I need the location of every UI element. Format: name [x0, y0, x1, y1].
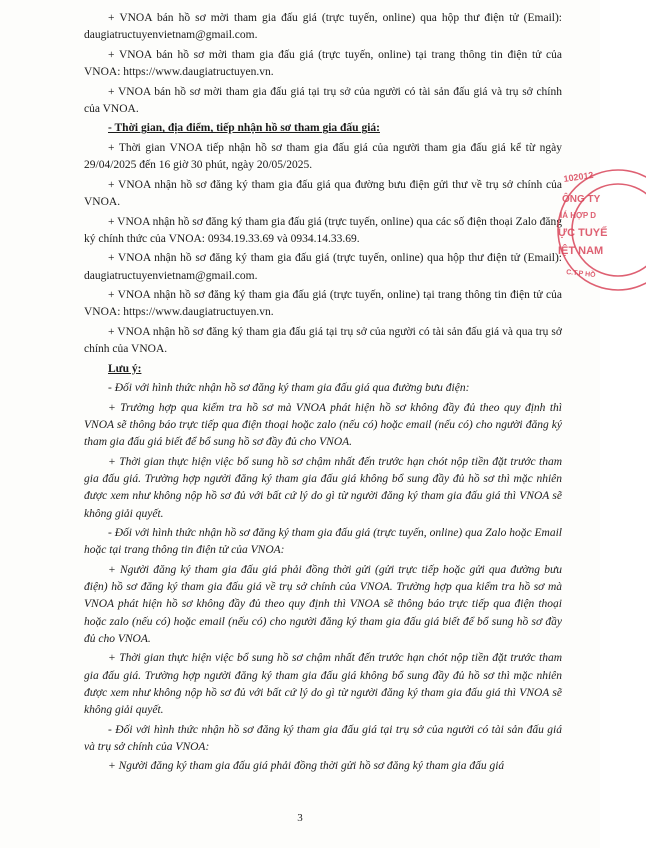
body-paragraph: + VNOA bán hồ sơ mời tham gia đấu giá (trực tuyến, online) qua hộp thư điện tử (Email): daugiatructuyenvietnam@gmail.com. [84, 12, 562, 42]
note-paragraph: + Người đăng ký tham gia đấu giá phải đồng thời gửi hồ sơ đăng ký tham gia đấu giá [108, 760, 505, 773]
stamp-line: ÔNG TY [562, 194, 601, 205]
stamp-line: IỆT NAM [558, 245, 604, 257]
note-paragraph: + Người đăng ký tham gia đấu giá phải đồng thời gửi (gửi trực tiếp hoặc gửi qua đường bưu điện) hồ sơ đăng ký tham gia đấu giá về trụ sở chính của VNOA. Trường hợp qua kiểm tra hồ sơ mà VNOA phát hiện hồ sơ không đầy đủ theo quy định thì VNOA sẽ thông báo trực tiếp qua điện thoại hoặc zalo (nếu có) hoặc email (nếu có) cho người đăng ký tham gia đấu giá biết để bổ sung hồ sơ đầy đủ cho VNOA. [84, 563, 562, 645]
stamp-line: ỰC TUYẾ [558, 227, 608, 239]
note-paragraph: - Đối với hình thức nhận hồ sơ đăng ký tham gia đấu giá tại trụ sở của người có tài sản đấu giá và trụ sở chính của VNOA: [84, 723, 562, 753]
body-paragraph: + VNOA nhận hồ sơ đăng ký tham gia đấu giá qua đường bưu điện gửi thư về trụ sở chính của VNOA. [84, 178, 562, 208]
body-paragraph: + VNOA nhận hồ sơ đăng ký tham gia đấu giá (trực tuyến, online) qua hộp thư điện tử (Email): daugiatructuyenvietnam@gmail.com. [84, 252, 562, 282]
note-paragraph: + Thời gian thực hiện việc bổ sung hồ sơ chậm nhất đến trước hạn chót nộp tiền đặt trước tham gia đấu giá. Trường hợp người đăng ký tham gia đấu giá không bổ sung đầy đủ hồ sơ thì mặc nhiên được xem như không nộp hồ sơ đủ với bất cứ lý do gì từ người đăng ký tham gia đấu giá thì VNOA sẽ không giải quyết. [84, 652, 562, 716]
stamp-line: C.T.P HỒ [565, 269, 596, 280]
body-paragraph: + VNOA bán hồ sơ mời tham gia đấu giá tại trụ sở của người có tài sản đấu giá và trụ sở chính của VNOA. [84, 85, 562, 115]
body-paragraph: + VNOA bán hồ sơ mời tham gia đấu giá (trực tuyến, online) tại trang thông tin điện tử của VNOA: https://www.daugiatructuyen.vn. [84, 48, 562, 78]
company-seal-stamp [556, 150, 646, 310]
note-label-paragraph [84, 361, 562, 378]
stamp-line: 102012 [562, 169, 595, 184]
body-paragraph: + VNOA nhận hồ sơ đăng ký tham gia đấu giá (trực tuyến, online) qua các số điện thoại Zalo đăng ký chính thức của VNOA: 0934.19.33.69 và 0934.14.33.69. [84, 215, 562, 245]
note-paragraph: + Thời gian thực hiện việc bổ sung hồ sơ chậm nhất đến trước hạn chót nộp tiền đặt trước tham gia đấu giá. Trường hợp người đăng ký tham gia đấu giá không bổ sung đầy đủ hồ sơ thì mặc nhiên được xem như không nộp hồ sơ đủ với bất cứ lý do gì từ người đăng ký tham gia đấu giá thì VNOA sẽ không giải quyết. [84, 455, 562, 520]
note-label: Lưu ý: [108, 362, 142, 375]
stamp-line: IÁ HỢP D [560, 211, 597, 220]
document-body [84, 10, 562, 778]
note-paragraph: - Đối với hình thức nhận hồ sơ đăng ký tham gia đấu giá (trực tuyến, online) qua Zalo hoặc Email hoặc tại trang thông tin điện tử của VNOA: [84, 527, 562, 557]
page-number: 3 [297, 812, 303, 824]
body-paragraph: + VNOA nhận hồ sơ đăng ký tham gia đấu giá (trực tuyến, online) tại trang thông tin điện tử của VNOA: https://www.daugiatructuyen.vn. [84, 289, 562, 319]
body-paragraph: + Thời gian VNOA tiếp nhận hồ sơ tham gia đấu giá của người tham gia đấu giá kể từ ngày 29/04/2025 đến 16 giờ 30 phút, ngày 20/05/2025. [84, 141, 562, 172]
section-heading: - Thời gian, địa điểm, tiếp nhận hồ sơ tham gia đấu giá: [108, 122, 380, 135]
note-paragraph: + Trường hợp qua kiểm tra hồ sơ mà VNOA phát hiện hồ sơ không đầy đủ theo quy định thì VNOA sẽ thông báo trực tiếp qua điện thoại hoặc zalo (nếu có) hoặc email (nếu có) cho người đăng ký tham gia đấu giá biết để bổ sung hồ sơ đầy đủ cho VNOA. [84, 401, 562, 449]
body-paragraph: + VNOA nhận hồ sơ đăng ký tham gia đấu giá tại trụ sở của người có tài sản đấu giá và qua trụ sở chính của VNOA. [84, 325, 562, 356]
note-paragraph: - Đối với hình thức nhận hồ sơ đăng ký tham gia đấu giá qua đường bưu điện: [108, 382, 470, 395]
